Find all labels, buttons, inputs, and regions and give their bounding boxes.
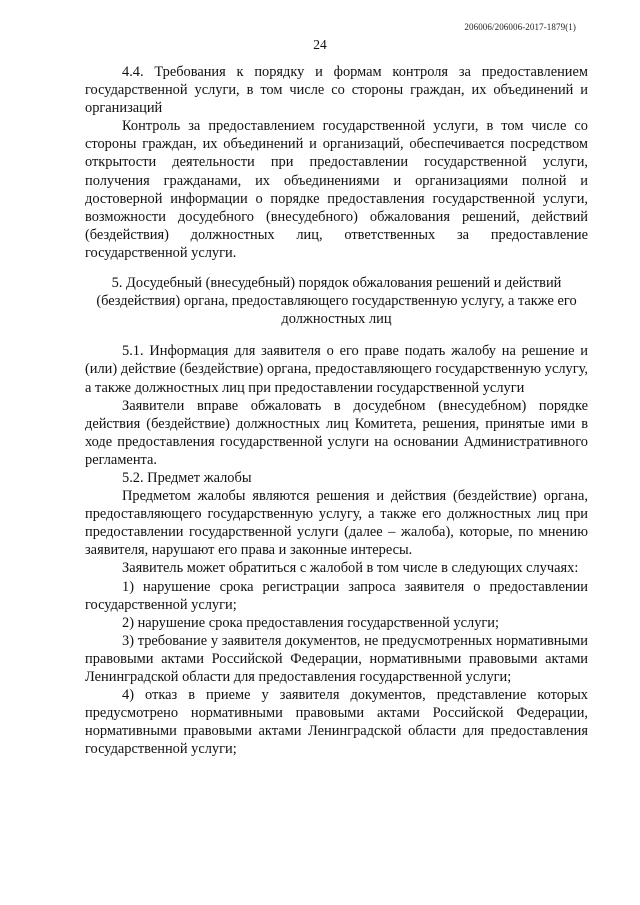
list-item-2: 2) нарушение срока предоставления государственной услуги; (122, 614, 499, 631)
list-item-3: 3) требование у заявителя документов, не предусмотренных нормативными правовыми актами Российской Федерации, нормативными правовыми актами Ленинградской области для предоставления государственной услуги; (85, 632, 588, 685)
document-code: 206006/206006-2017-1879(1) (464, 22, 576, 32)
paragraph-control: Контроль за предоставлением государственной услуги, в том числе со стороны граждан, их объединений и организаций, обеспечивается посредством открытости деятельности при предоставлении государственной услуги, получения гражданами, их объединениями и организациями полной и достоверной информации о порядке предоставления государственной услуги, возможности досудебного (внесудебного) обжалования решений, действий (бездействия) должностных лиц, ответственных за предоставление государственной услуги. (85, 118, 588, 261)
section-4-4-title: 4.4. Требования к порядку и формам контроля за предоставлением государственной услуги, в том числе со стороны граждан, их объединений и организаций (85, 64, 588, 117)
paragraph-cases-intro: Заявитель может обратиться с жалобой в том числе в следующих случаях: (122, 560, 579, 577)
section-5-heading: 5. Досудебный (внесудебный) порядок обжалования решений и действий (бездействия) органа, предоставляющего государственную услугу, а также его должностных лиц (96, 275, 577, 328)
list-item-4: 4) отказ в приеме у заявителя документов, представление которых предусмотрено нормативными правовыми актами Российской Федерации, нормативными правовыми актами Ленинградской области для предоставления государственной услуги; (85, 687, 588, 758)
paragraph-appeal-right: Заявители вправе обжаловать в досудебном (внесудебном) порядке действия (бездействие) должностных лиц Комитета, решения, принятые ими в ходе предоставления государственной услуги на основании Административного регламента. (85, 397, 588, 468)
document-body (85, 63, 588, 758)
paragraph-complaint-subject: Предметом жалобы являются решения и действия (бездействие) органа, предоставляющего государственную услугу, а также его должностных лиц при предоставлении государственной услуги (далее – жалоба), которые, по мнению заявителя, нарушают его права и законные интересы. (85, 488, 588, 559)
section-5-1-title: 5.1. Информация для заявителя о его праве подать жалобу на решение и (или) действие (бездействие) органа, предоставляющего государственную услугу, а также должностных лиц при предоставлении государственной услуги (85, 343, 588, 396)
page-number: 24 (313, 37, 327, 52)
section-5-2-title: 5.2. Предмет жалобы (122, 469, 252, 486)
list-item-1: 1) нарушение срока регистрации запроса заявителя о предоставлении государственной услуги; (85, 578, 588, 613)
